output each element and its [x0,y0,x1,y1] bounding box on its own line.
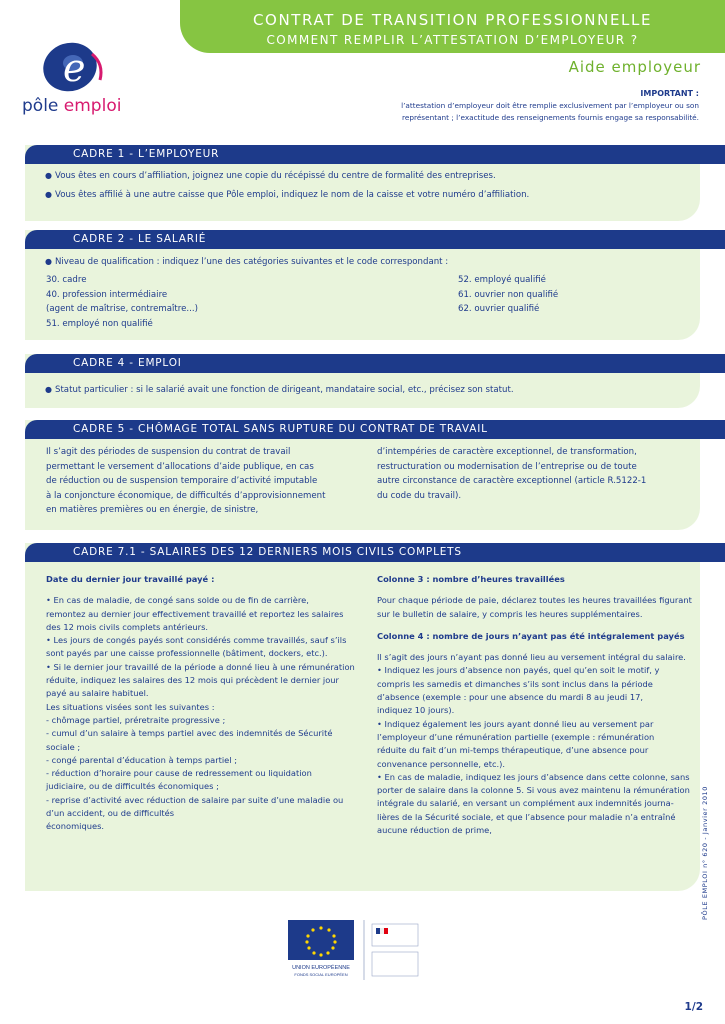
cadre-7-1-line: compris les samedis et dimanches s’ils sont inclus dans la période [377,678,653,689]
logo-letter: e [63,46,86,90]
cadre-5-line: Il s’agit des périodes de suspension du contrat de travail [46,447,291,457]
cadre-7-1-section [25,543,700,891]
cadre-7-1-line: d’un accident, ou de difficultés [46,808,175,819]
cadre-2-bullet: ● Niveau de qualification : indiquez l’une des catégories suivantes et le code correspondant : [45,255,685,270]
important-text: l’attestation d’employeur doit être remplie exclusivement par l’employeur ou son représentant ; l’exactitude des renseignements fournis engage sa responsabilité. [401,101,699,122]
cadre-7-1-line: - réduction d’horaire pour cause de redressement ou liquidation [46,768,312,779]
eu-label: UNION EUROPÉENNE [292,965,350,971]
cadre-7-1-line: sont payés par une caisse professionnelle (bâtiment, dockers, etc.). [46,648,328,659]
cadre-7-1-line: - reprise d’activité avec réduction de salaire par suite d’une maladie ou [46,794,344,805]
cadre-7-1-line: intégrale du salarié, en versant un complément aux indemnités journa- [377,798,674,809]
qualification-code: 30. cadre [46,275,87,285]
cadre-2-title: CADRE 2 - LE SALARIÉ [25,230,700,249]
eu-republique-logos [288,920,428,982]
cadre-5-line: à la conjoncture économique, de difficultés d’approvisionnement [46,490,326,501]
cadre-7-1-line: d’absence (exemple : pour une absence du mardi 8 au jeudi 17, [377,692,644,703]
cadre-7-1-line: réduite du fait d’un mi-temps thérapeutique, d’une absence pour [377,745,649,756]
cadre-1-bullet: ● Vous êtes en cours d’affiliation, joignez une copie du récépissé du centre de formalité des entreprises. [45,169,685,184]
cadre-7-1-line: sur le bulletin de salaire, y compris les heures supplémentaires. [377,608,643,619]
logo-word-pole: pôle [22,96,59,116]
cadre-7-1-line: Les situations visées sont les suivantes : [46,701,215,712]
cadre-7-1-line: • Les jours de congés payés sont considérés comme travaillés, sauf s’ils [46,635,347,646]
cadre-7-1-title: CADRE 7.1 - SALAIRES DES 12 DERNIERS MOIS CIVILS COMPLETS [25,543,700,562]
cadre-7-1-line: indiquez 10 jours). [377,705,455,716]
qualification-code: 52. employé qualifié [458,275,546,285]
cadre-5-line: de réduction ou de suspension temporaire d’activité imputable [46,476,318,486]
cadre-1-title: CADRE 1 - L’EMPLOYEUR [25,145,700,164]
aide-employeur-label: Aide employeur [568,58,701,76]
cadre-1-section [25,145,700,221]
cadre-7-1-line: des 12 mois civils complets antérieurs. [46,621,209,632]
cadre-7-1-line: • En cas de maladie, de congé sans solde ou de fin de carrière, [46,595,309,606]
cadre-7-1-line: • En cas de maladie, indiquez les jours d’absence dans cette colonne, sans [377,771,690,782]
cadre-7-1-line: sociale ; [46,741,81,752]
cadre-7-1-line: remontez au dernier jour effectivement travaillé et reportez les salaires [46,608,344,619]
cadre-7-1-line: Pour chaque période de paie, déclarez toutes les heures travaillées figurant [377,595,692,606]
cadre-7-1-line: • Indiquez également les jours ayant donné lieu au versement par [377,718,654,729]
cadre-5-line: restructuration ou modernisation de l’entreprise ou de toute [377,461,637,472]
qualification-code: 40. profession intermédiaire [46,289,168,300]
cadre-7-1-line: - cumul d’un salaire à temps partiel avec des indemnités de Sécurité [46,728,333,739]
cadre-5-line: permettant le versement d’allocations d’aide publique, en cas [46,461,314,472]
republique-marianne-icon [372,924,418,946]
cadre-4-title: CADRE 4 - EMPLOI [25,354,700,373]
cadre-4-section [25,354,700,408]
date-heading: Date du dernier jour travaillé payé : [46,574,215,584]
cadre-7-1-line: judiciaire, ou de difficultés économiques ; [46,781,219,792]
ministere-logo-icon [372,952,418,976]
cadre-7-1-line: - chômage partiel, préretraite progressive ; [46,714,226,725]
cadre-7-1-line: porter de salaire dans la colonne 5. Si vous avez maintenu la rémunération [377,785,690,796]
cadre-7-1-line: aucune réduction de prime, [377,825,492,836]
cadre-1-bullet: ● Vous êtes affilié à une autre caisse que Pôle emploi, indiquez le nom de la caisse et votre numéro d’affiliation. [45,188,685,203]
cadre-7-1-line: • Indiquez les jours d’absence non payés, quel qu’en soit le motif, y [377,665,660,676]
cadre-7-1-line: convenance personnelle, etc.). [377,758,506,769]
logo-word-emploi: emploi [63,96,122,116]
cadre-5-title: CADRE 5 - CHÔMAGE TOTAL SANS RUPTURE DU CONTRAT DE TRAVAIL [25,420,700,439]
cadre-7-1-line: économiques. [46,821,105,832]
logo-wordmark [22,96,121,116]
colonne-4-heading: Colonne 4 : nombre de jours n’ayant pas été intégralement payés [377,630,685,641]
cadre-5-line: d’intempéries de caractère exceptionnel, de transformation, [377,447,637,457]
cadre-5-section [25,420,700,530]
cadre-4-bullet: ● Statut particulier : si le salarié avait une fonction de dirigeant, mandataire social, etc., précisez son statut. [45,383,685,398]
cadre-7-1-line: réduite, indiquez les salaires des 12 mois qui précèdent le dernier jour [46,675,339,686]
eu-sub-label: FONDS SOCIAL EUROPÉEN [294,972,348,977]
qualification-code: 62. ouvrier qualifié [458,304,540,314]
cadre-5-line: autre circonstance de caractère exceptionnel (article R.5122-1 [377,476,647,486]
cadre-5-line: du code du travail). [377,490,462,501]
document-subtitle: COMMENT REMPLIR L’ATTESTATION D’EMPLOYEUR ? [266,33,639,47]
cadre-7-1-line: payé au salaire habituel. [46,688,149,699]
document-title: CONTRAT DE TRANSITION PROFESSIONNELLE [252,11,653,29]
cadre-7-1-line: - congé parental d’éducation à temps partiel ; [46,754,238,765]
cadre-2-section [25,230,700,340]
cadre-7-1-line: lières de la Sécurité sociale, et que l’absence pour maladie n’a entraîné [377,811,676,822]
cadre-7-1-line: Il s’agit des jours n’ayant pas donné lieu au versement intégral du salaire. [377,652,686,663]
cadre-5-line: en matières premières ou en énergie, de sinistre, [46,505,259,515]
page-number: 1/2 [684,1001,703,1013]
header-banner [180,0,725,53]
qualification-code: 51. employé non qualifié [46,318,153,329]
qualification-code: (agent de maîtrise, contremaître...) [46,304,198,314]
document-reference: PÔLE EMPLOI n° 620 - Janvier 2010 [701,785,709,920]
cadre-7-1-line: • Si le dernier jour travaillé de la période a donné lieu à une rémunération [46,661,355,672]
important-label: IMPORTANT : [640,89,699,98]
qualification-code: 61. ouvrier non qualifié [458,289,559,300]
colonne-3-heading: Colonne 3 : nombre d’heures travaillées [377,574,565,584]
cadre-7-1-line: l’employeur d’une rémunération partielle (exemple : rémunération [377,731,655,742]
